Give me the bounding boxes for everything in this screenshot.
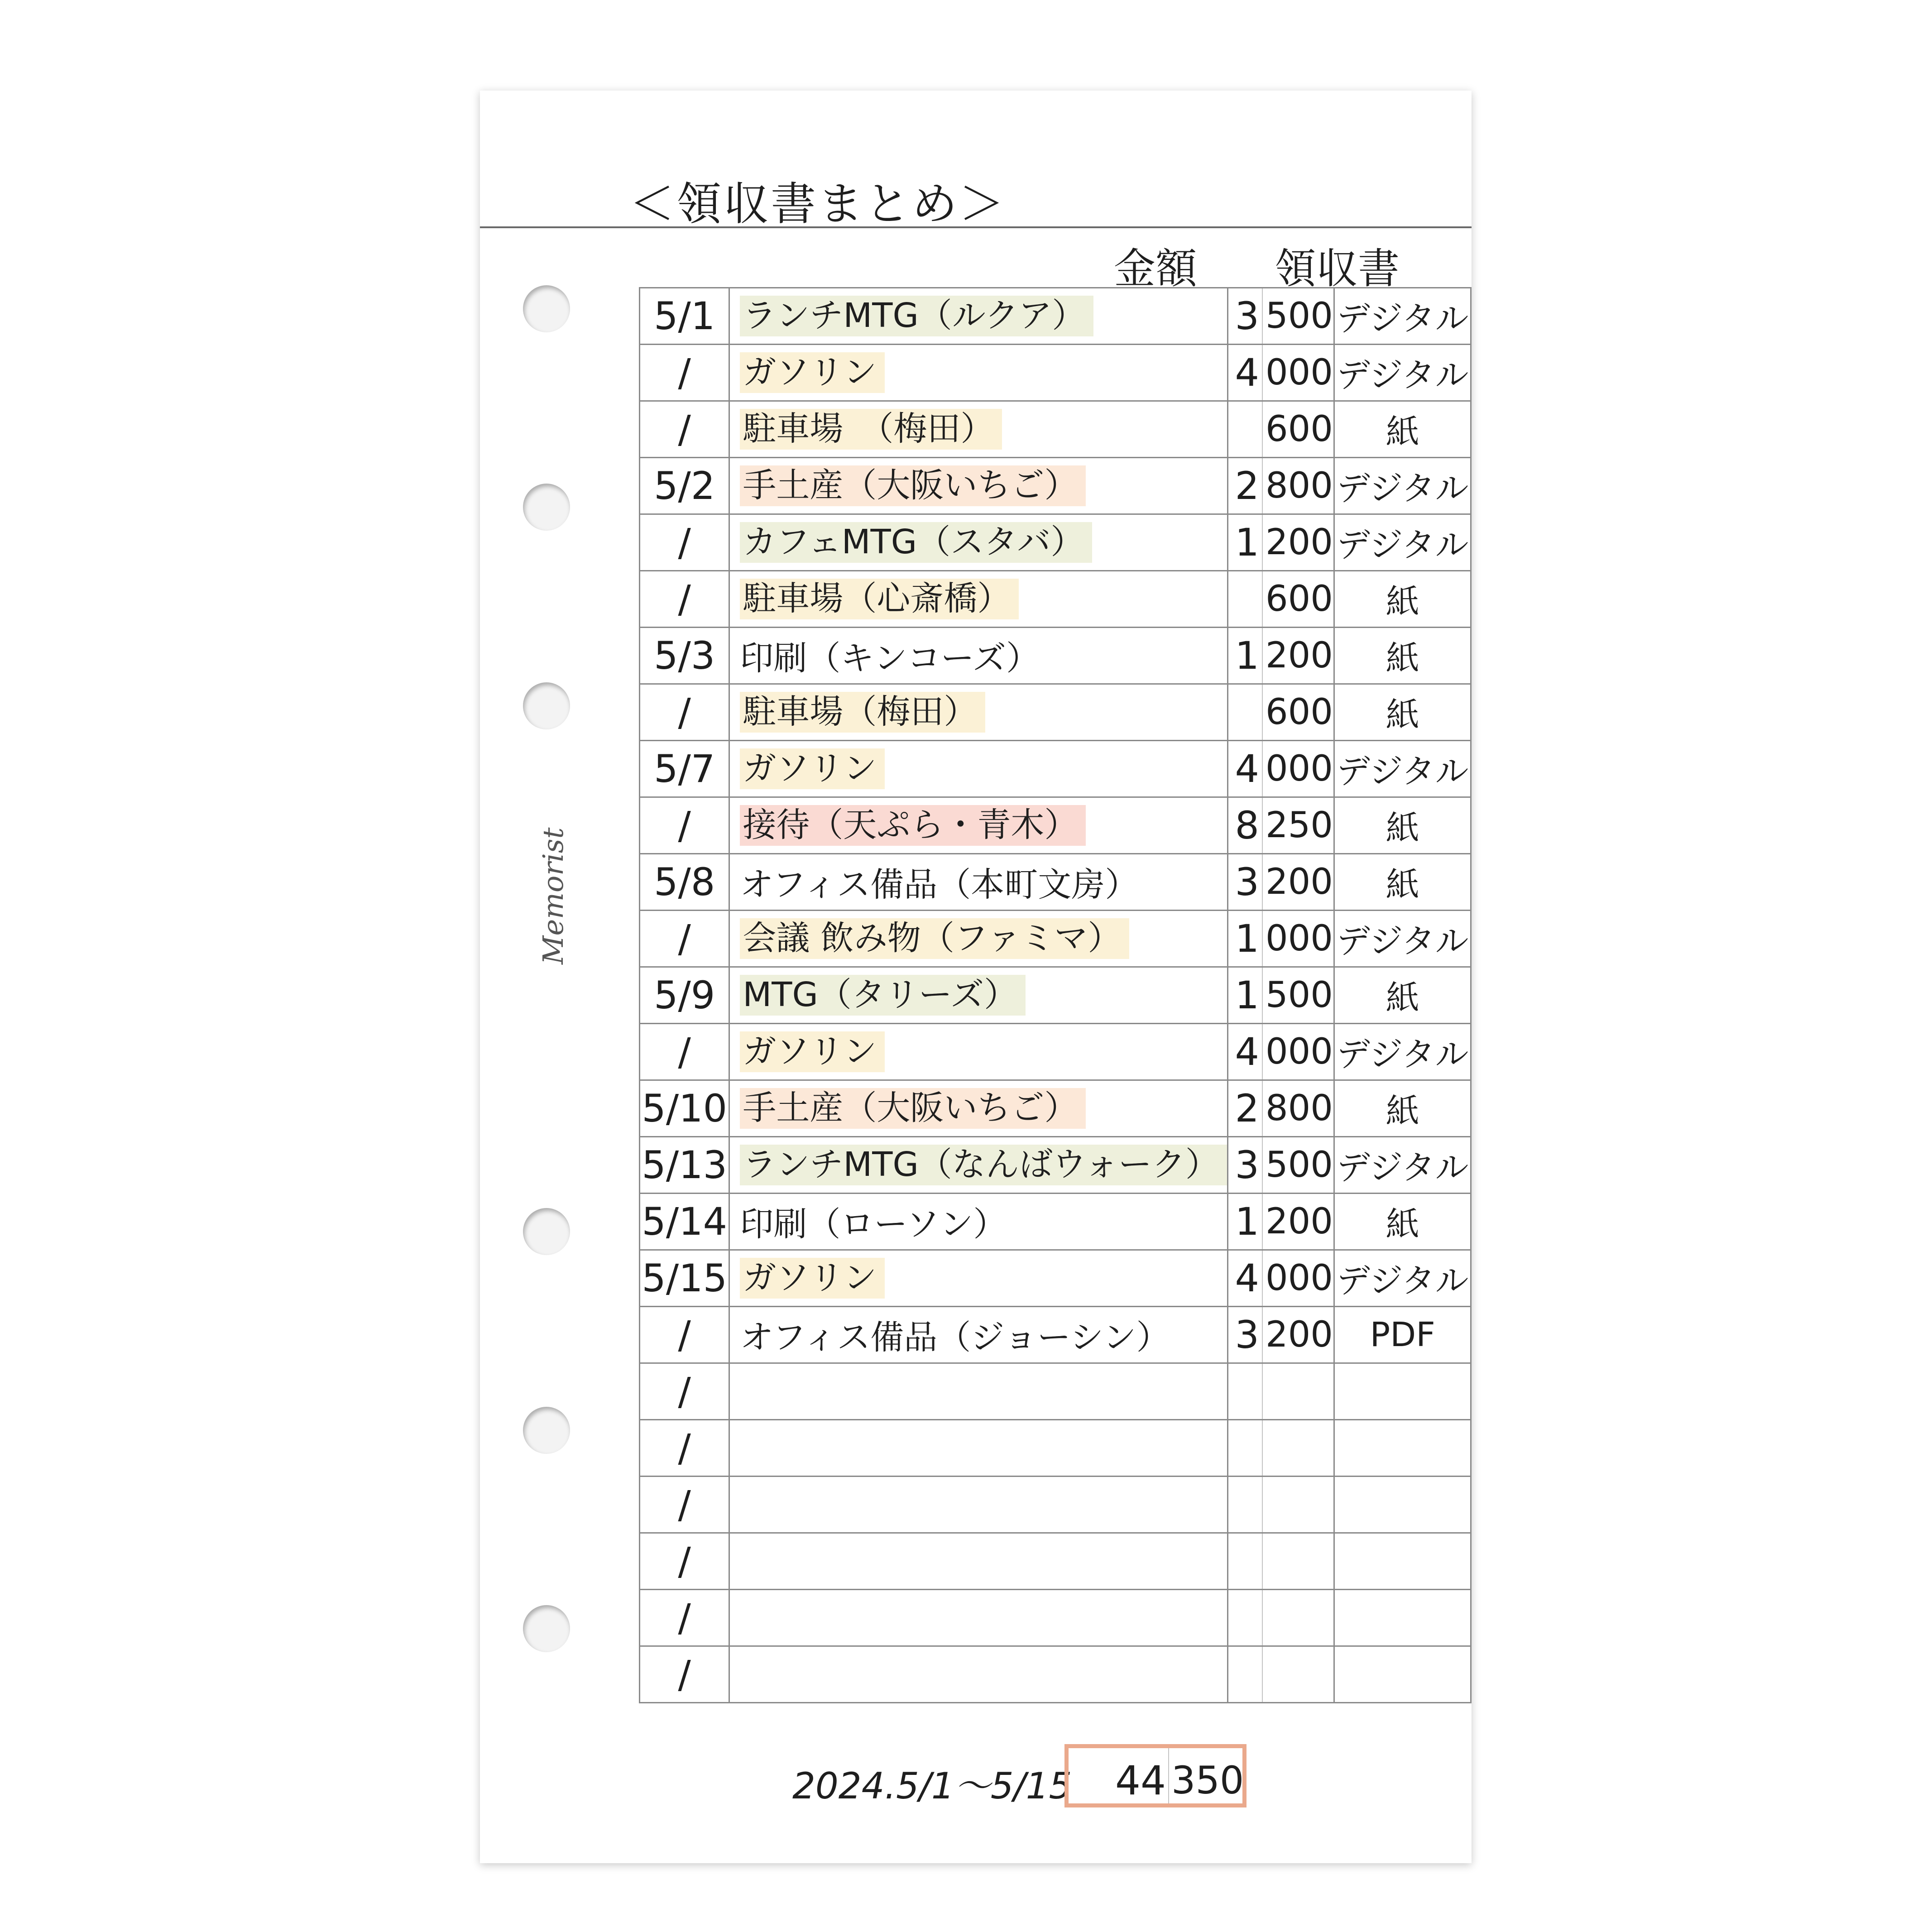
row-receipt-type-cell [1334,514,1471,571]
row-amount-thousands-cell [1227,345,1262,401]
receipt-ledger-table [639,287,1472,1703]
row-item-cell [729,854,1227,911]
binder-hole [523,1605,570,1652]
row-receipt-type-cell [1334,1420,1471,1477]
table-row [640,967,1471,1024]
row-receipt-type-cell [1334,1080,1471,1137]
row-item: ランチMTG（なんばウォーク） [740,1145,1227,1185]
row-item-cell [729,1307,1227,1363]
row-item-cell [729,911,1227,967]
row-date: / [678,1596,691,1640]
row-item: 印刷（ローソン） [740,1205,1007,1244]
table-row [640,1477,1471,1533]
row-amount-thousands-cell [1227,741,1262,797]
row-amount-thousands-cell [1227,458,1262,514]
row-amount-thousands-cell [1227,1477,1262,1533]
row-amount-thousands-cell [1227,1024,1262,1080]
row-date-cell [640,1646,729,1703]
row-date: 5/2 [654,464,715,508]
ledger-body [640,288,1471,1703]
row-amount-hundreds-cell [1262,1024,1334,1080]
row-date-cell [640,684,729,741]
row-date-cell [640,911,729,967]
row-receipt-type-cell [1334,684,1471,741]
row-amount-hundreds: 250 [1266,805,1333,846]
row-amount-thousands: 3 [1235,294,1259,338]
row-amount-thousands-cell [1227,1590,1262,1646]
row-amount-thousands-cell [1227,911,1262,967]
row-amount-thousands: 1 [1235,633,1259,678]
row-amount-thousands: 1 [1235,1199,1259,1244]
row-amount-thousands-cell [1227,1250,1262,1307]
row-date-cell [640,1477,729,1533]
row-receipt-type: 紙 [1385,1205,1419,1244]
row-receipt-type: 紙 [1385,978,1419,1017]
row-date-cell [640,1137,729,1194]
row-receipt-type-cell [1334,1137,1471,1194]
row-item-cell [729,571,1227,628]
table-row [640,684,1471,741]
brand-logo: Memorist [537,827,570,964]
row-date: 5/15 [642,1256,728,1300]
row-amount-thousands-cell [1227,967,1262,1024]
row-amount-hundreds-cell [1262,1137,1334,1194]
row-receipt-type: デジタル [1336,299,1469,338]
row-receipt-type-cell [1334,797,1471,854]
row-item: ガソリン [740,352,885,393]
row-receipt-type-cell [1334,741,1471,797]
row-date: / [678,520,691,565]
row-date-cell [640,854,729,911]
row-date-cell [640,1024,729,1080]
row-amount-hundreds-cell [1262,1646,1334,1703]
row-amount-thousands: 3 [1235,860,1259,904]
row-receipt-type-cell [1334,1363,1471,1420]
row-date: / [678,1482,691,1527]
row-amount-hundreds: 500 [1266,975,1333,1016]
row-item-cell [729,1590,1227,1646]
table-row [640,514,1471,571]
row-amount-hundreds-cell [1262,1194,1334,1250]
row-receipt-type-cell [1334,854,1471,911]
row-date-cell [640,741,729,797]
row-receipt-type: デジタル [1336,1261,1469,1300]
row-amount-hundreds-cell [1262,741,1334,797]
row-item-cell [729,1477,1227,1533]
row-amount-hundreds-cell [1262,911,1334,967]
row-date-cell [640,967,729,1024]
row-date-cell [640,288,729,345]
row-receipt-type: 紙 [1385,1092,1419,1131]
row-date: / [678,407,691,451]
row-date: / [678,577,691,621]
table-row [640,1194,1471,1250]
row-item: 印刷（キンコーズ） [740,639,1040,678]
row-date: / [678,1539,691,1583]
total-divider [1168,1748,1169,1803]
row-amount-hundreds: 800 [1266,465,1333,506]
row-amount-thousands: 3 [1235,1313,1259,1357]
row-amount-thousands-cell [1227,1137,1262,1194]
row-receipt-type: 紙 [1385,412,1419,451]
row-item-cell [729,401,1227,458]
planner-page [480,91,1472,1863]
row-date-cell [640,1080,729,1137]
row-receipt-type: 紙 [1385,865,1419,904]
row-amount-hundreds: 000 [1266,352,1333,393]
row-receipt-type-cell [1334,1646,1471,1703]
row-amount-hundreds: 500 [1266,296,1333,336]
row-amount-thousands-cell [1227,854,1262,911]
row-amount-thousands: 4 [1235,350,1259,395]
row-date-cell [640,1363,729,1420]
receipt-column-header: 領収書 [1275,244,1400,293]
row-receipt-type: デジタル [1336,922,1469,961]
row-item-cell [729,1250,1227,1307]
row-amount-hundreds: 200 [1266,1314,1333,1355]
table-row [640,1307,1471,1363]
binder-hole [523,1208,570,1255]
row-receipt-type: デジタル [1336,1035,1469,1074]
row-amount-thousands: 4 [1235,1256,1259,1300]
row-receipt-type: デジタル [1336,356,1469,395]
row-amount-hundreds: 800 [1266,1088,1333,1129]
row-amount-hundreds-cell [1262,1250,1334,1307]
row-item-cell [729,741,1227,797]
row-amount-hundreds: 600 [1266,409,1333,450]
row-amount-hundreds-cell [1262,288,1334,345]
row-receipt-type: デジタル [1336,526,1469,565]
table-row [640,854,1471,911]
row-receipt-type-cell [1334,1307,1471,1363]
row-item: オフィス備品（本町文房） [740,865,1139,904]
row-item-cell [729,1646,1227,1703]
row-item-cell [729,345,1227,401]
period-label: 2024.5/1～5/15 [792,1765,1072,1807]
row-receipt-type-cell [1334,1590,1471,1646]
amount-column-header: 金額 [1114,244,1198,293]
binder-hole [523,1407,570,1454]
row-receipt-type: デジタル [1336,1148,1469,1187]
row-amount-hundreds-cell [1262,967,1334,1024]
row-item-cell [729,628,1227,684]
row-receipt-type-cell [1334,628,1471,684]
row-item-cell [729,458,1227,514]
row-item: 会議 飲み物（ファミマ） [740,918,1129,959]
row-receipt-type-cell [1334,1250,1471,1307]
row-amount-thousands-cell [1227,1307,1262,1363]
row-item: 駐車場（梅田） [740,692,985,733]
row-amount-hundreds: 200 [1266,635,1333,676]
row-item: 駐車場（心斎橋） [740,579,1019,619]
row-amount-thousands: 1 [1235,520,1259,565]
row-amount-hundreds-cell [1262,571,1334,628]
row-date-cell [640,797,729,854]
row-item-cell [729,1420,1227,1477]
row-receipt-type-cell [1334,1194,1471,1250]
row-item-cell [729,1194,1227,1250]
row-amount-thousands: 3 [1235,1143,1259,1187]
row-amount-thousands-cell [1227,684,1262,741]
row-receipt-type-cell [1334,1533,1471,1590]
row-amount-thousands-cell [1227,571,1262,628]
row-receipt-type: 紙 [1385,582,1419,621]
row-date-cell [640,345,729,401]
row-amount-hundreds: 200 [1266,522,1333,563]
row-amount-hundreds-cell [1262,345,1334,401]
row-date-cell [640,514,729,571]
row-date: 5/10 [642,1086,728,1131]
row-date: 5/7 [654,747,715,791]
row-date-cell [640,1194,729,1250]
binder-hole [523,285,570,332]
row-amount-thousands-cell [1227,1080,1262,1137]
row-date-cell [640,571,729,628]
row-item-cell [729,1024,1227,1080]
row-amount-hundreds-cell [1262,1307,1334,1363]
table-row [640,345,1471,401]
row-amount-hundreds: 000 [1266,748,1333,789]
row-date-cell [640,1420,729,1477]
row-date: / [678,803,691,848]
row-amount-hundreds-cell [1262,1477,1334,1533]
binder-hole [523,484,570,531]
table-row [640,1590,1471,1646]
row-amount-thousands: 4 [1235,1030,1259,1074]
row-receipt-type: デジタル [1336,469,1469,508]
row-amount-hundreds: 600 [1266,692,1333,733]
row-date: 5/13 [642,1143,728,1187]
row-amount-hundreds-cell [1262,854,1334,911]
row-amount-thousands-cell [1227,514,1262,571]
row-date: / [678,1652,691,1697]
row-item: ガソリン [740,748,885,789]
table-row [640,1137,1471,1194]
table-row [640,571,1471,628]
row-item-cell [729,967,1227,1024]
table-row [640,741,1471,797]
row-item: ガソリン [740,1258,885,1299]
row-amount-hundreds: 500 [1266,1145,1333,1185]
table-row [640,911,1471,967]
table-row [640,401,1471,458]
row-date: / [678,916,691,961]
row-date: 5/8 [654,860,715,904]
row-amount-thousands-cell [1227,288,1262,345]
row-date: / [678,350,691,395]
row-amount-hundreds: 200 [1266,1201,1333,1242]
row-item-cell [729,1533,1227,1590]
row-amount-thousands: 2 [1235,464,1259,508]
title-divider [480,226,1472,228]
row-amount-thousands-cell [1227,1420,1262,1477]
row-receipt-type-cell [1334,967,1471,1024]
row-item-cell [729,797,1227,854]
row-amount-hundreds-cell [1262,1363,1334,1420]
row-receipt-type-cell [1334,458,1471,514]
row-item: ガソリン [740,1031,885,1072]
total-amount-box [1064,1744,1246,1807]
row-amount-thousands-cell [1227,1533,1262,1590]
row-amount-hundreds-cell [1262,1533,1334,1590]
row-amount-hundreds-cell [1262,1080,1334,1137]
row-amount-thousands-cell [1227,401,1262,458]
row-date: / [678,1369,691,1414]
row-amount-hundreds-cell [1262,458,1334,514]
table-row [640,628,1471,684]
row-amount-thousands: 1 [1235,916,1259,961]
binder-hole [523,682,570,729]
row-date-cell [640,1307,729,1363]
row-receipt-type-cell [1334,345,1471,401]
row-date-cell [640,1533,729,1590]
row-item-cell [729,1137,1227,1194]
table-row [640,1646,1471,1703]
row-date-cell [640,628,729,684]
row-amount-thousands: 4 [1235,747,1259,791]
row-date: / [678,1313,691,1357]
table-row [640,1024,1471,1080]
row-amount-hundreds: 200 [1266,862,1333,902]
row-amount-thousands: 2 [1235,1086,1259,1131]
row-receipt-type-cell [1334,1477,1471,1533]
row-amount-hundreds-cell [1262,628,1334,684]
row-amount-thousands-cell [1227,1646,1262,1703]
row-item: カフェMTG（スタバ） [740,522,1092,563]
table-row [640,288,1471,345]
row-amount-thousands: 1 [1235,973,1259,1017]
row-item: オフィス備品（ジョーシン） [740,1318,1170,1357]
row-amount-thousands-cell [1227,1194,1262,1250]
row-item-cell [729,514,1227,571]
table-row [640,1420,1471,1477]
row-amount-hundreds-cell [1262,1420,1334,1477]
row-receipt-type-cell [1334,288,1471,345]
row-amount-hundreds-cell [1262,401,1334,458]
row-receipt-type: PDF [1370,1315,1435,1354]
row-item: 手土産（大阪いちご） [740,1088,1086,1129]
row-date-cell [640,458,729,514]
row-date: / [678,690,691,734]
row-date: 5/14 [642,1199,728,1244]
row-amount-thousands-cell [1227,628,1262,684]
row-date-cell [640,1250,729,1307]
row-receipt-type: 紙 [1385,639,1419,678]
row-item-cell [729,684,1227,741]
row-receipt-type: 紙 [1385,809,1419,848]
row-amount-thousands-cell [1227,1363,1262,1420]
row-item: 手土産（大阪いちご） [740,465,1086,506]
row-amount-hundreds: 000 [1266,918,1333,959]
row-item: MTG（タリーズ） [740,975,1026,1016]
total-hundreds: 350 [1171,1758,1244,1803]
row-amount-hundreds-cell [1262,1590,1334,1646]
total-thousands: 44 [1115,1757,1166,1804]
page-title: ＜領収書まとめ＞ [629,177,1006,230]
row-receipt-type: デジタル [1336,752,1469,791]
row-receipt-type-cell [1334,571,1471,628]
row-item: 接待（天ぷら・青木） [740,805,1086,846]
row-item-cell [729,1363,1227,1420]
row-receipt-type-cell [1334,1024,1471,1080]
row-date: / [678,1030,691,1074]
row-amount-hundreds-cell [1262,684,1334,741]
row-receipt-type-cell [1334,401,1471,458]
table-row [640,458,1471,514]
row-amount-thousands: 8 [1235,803,1259,848]
row-receipt-type-cell [1334,911,1471,967]
table-row [640,1363,1471,1420]
row-date: 5/9 [654,973,715,1017]
row-date-cell [640,1590,729,1646]
row-amount-thousands-cell [1227,797,1262,854]
row-item-cell [729,1080,1227,1137]
row-receipt-type: 紙 [1385,695,1419,734]
row-item-cell [729,288,1227,345]
row-date-cell [640,401,729,458]
table-row [640,797,1471,854]
row-amount-hundreds-cell [1262,514,1334,571]
row-item: ランチMTG（ルクア） [740,296,1093,336]
row-date: 5/1 [654,294,715,338]
table-row [640,1080,1471,1137]
row-date: 5/3 [654,633,715,678]
row-date: / [678,1426,691,1470]
row-amount-hundreds: 600 [1266,579,1333,619]
row-amount-hundreds: 000 [1266,1258,1333,1299]
row-item: 駐車場 （梅田） [740,409,1002,450]
row-amount-hundreds-cell [1262,797,1334,854]
table-row [640,1533,1471,1590]
row-amount-hundreds: 000 [1266,1031,1333,1072]
table-row [640,1250,1471,1307]
